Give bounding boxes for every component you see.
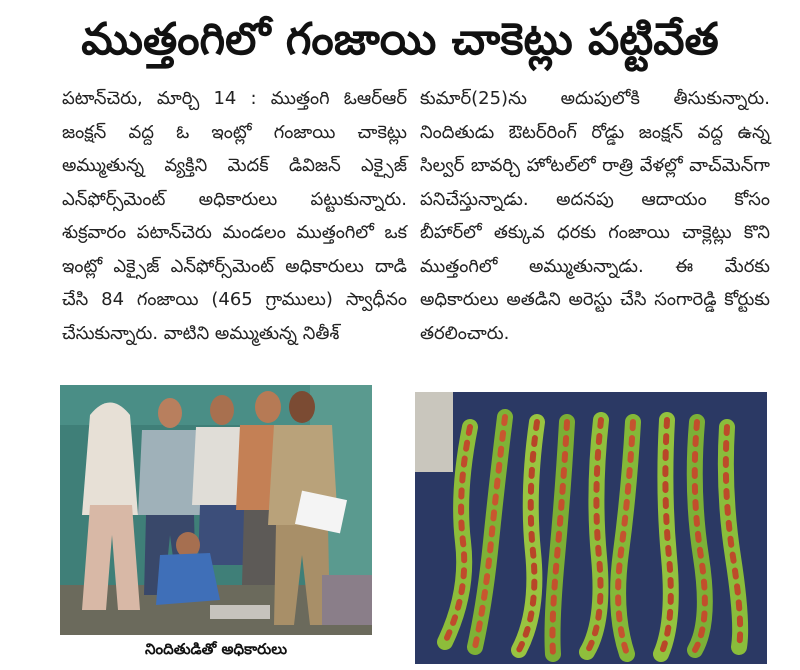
photo-officials-illustration [60,385,372,635]
article-column-left [62,82,407,350]
headline: ముత్తంగిలో గంజాయి చాకెట్లు పట్టివేత [81,14,719,65]
photo-officials-with-accused [60,385,372,635]
photo-caption: నిందితుడితో అధికారులు [144,640,288,658]
photo-strips-illustration [415,392,767,664]
photo-seized-ganja-chocolates [415,392,767,664]
article-text-right: కుమార్(25)ను అదుపులోకి తీసుకున్నారు. నిందితుడు ఔటర్‌రింగ్ రోడ్డు జంక్షన్ వద్ద ఉన్న సిల్వర్ బావర్చి హోటల్‌లో రాత్రి వేళల్లో వాచ్‌మెన్‌గా పనిచేస్తున్నాడు. అదనపు ఆదాయం కోసం బీహార్‌లో తక్కువ ధరకు గంజాయి చాక్లెట్లు కొని ముత్తంగిలో అమ్ముతున్నాడు. ఈ మేరకు అధికారులు అతడిని అరెస్టు చేసి సంగారెడ్డి కోర్టుకు తరలించారు. [420,88,770,344]
article-column-right [420,82,770,350]
article-text-left: పటాన్‌చెరు, మార్చి 14 : ముత్తంగి ఓఆర్‌ఆర్ జంక్షన్ వద్ద ఓ ఇంట్లో గంజాయి చాకెట్లు అమ్ముతున్న వ్యక్తిని మెదక్ డివిజన్ ఎక్సైజ్ ఎన్‌ఫోర్స్‌మెంట్ అధికారులు పట్టుకున్నారు. శుక్రవారం పటాన్‌చెరు మండలం ముత్తంగిలో ఒక ఇంట్లో ఎక్సైజ్ ఎన్‌ఫోర్స్‌మెంట్ అధికారులు దాడి చేసి 84 గంజాయి (465 గ్రాములు) స్వాధీనం చేసుకున్నారు. వాటిని అమ్ముతున్న నితీశ్ [62,88,407,344]
